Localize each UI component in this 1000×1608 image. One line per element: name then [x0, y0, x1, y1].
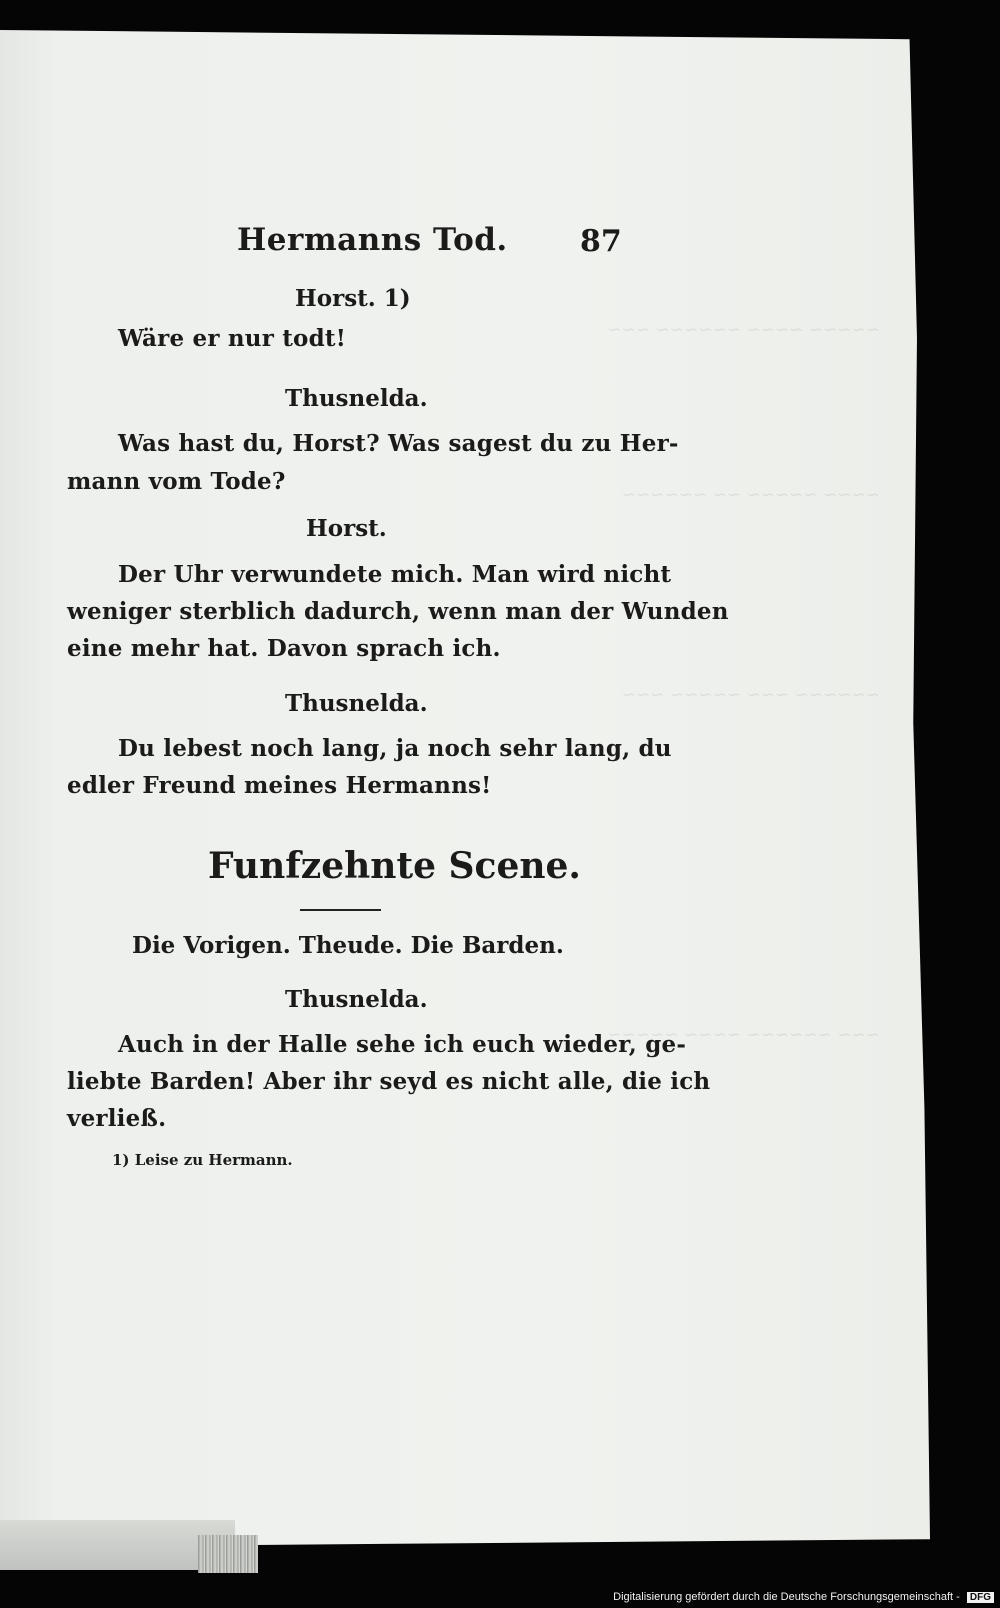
speaker-name: Horst.: [306, 515, 387, 542]
running-title: Hermanns Tod.: [237, 222, 508, 258]
scene-divider: [300, 909, 381, 911]
footnote: 1) Leise zu Hermann.: [112, 1151, 293, 1169]
dialogue-line: Der Uhr verwundete mich. Man wird nicht: [118, 561, 672, 588]
dialogue-line: eine mehr hat. Davon sprach ich.: [67, 635, 501, 662]
digitization-credit: [613, 1591, 994, 1603]
dialogue-line: edler Freund meines Hermanns!: [67, 772, 492, 799]
speaker-name: Horst. 1): [295, 285, 411, 312]
page-number: 87: [580, 224, 622, 259]
dialogue-line: verließ.: [67, 1105, 167, 1132]
speaker-name: Thusnelda.: [285, 986, 428, 1013]
dialogue-line: Auch in der Halle sehe ich euch wieder, ge-: [118, 1031, 687, 1058]
bleed-through-text: ~~~~ ~~~~~ ~~ ~~~~~~: [621, 485, 880, 505]
dialogue-line: liebte Barden! Aber ihr seyd es nicht alle, die ich: [67, 1068, 711, 1095]
dfg-logo-badge: DFG: [967, 1592, 994, 1603]
dialogue-line: Wäre er nur todt!: [118, 325, 346, 352]
dialogue-line: weniger sterblich dadurch, wenn man der Wunden: [67, 598, 729, 625]
speaker-name: Thusnelda.: [285, 385, 428, 412]
speaker-name: Thusnelda.: [285, 690, 428, 717]
dialogue-line: mann vom Tode?: [67, 468, 286, 495]
book-page: [0, 30, 930, 1570]
credit-text: Digitalisierung gefördert durch die Deutsche Forschungsgemeinschaft -: [613, 1591, 960, 1603]
scene-title: Funfzehnte Scene.: [208, 845, 581, 887]
dialogue-line: Was hast du, Horst? Was sagest du zu Her-: [118, 430, 679, 457]
bleed-through-text: ~~~~~ ~~~~ ~~~~~~ ~~~: [607, 320, 880, 340]
page-edge-stack: [198, 1535, 258, 1573]
dialogue-line: Du lebest noch lang, ja noch sehr lang, du: [118, 735, 672, 762]
bleed-through-text: ~~~ ~~~~~~ ~~~~ ~~~~~: [607, 1025, 880, 1045]
bleed-through-text: ~~~~~~ ~~~ ~~~~~ ~~~: [621, 685, 880, 705]
scene-characters: Die Vorigen. Theude. Die Barden.: [132, 932, 564, 959]
